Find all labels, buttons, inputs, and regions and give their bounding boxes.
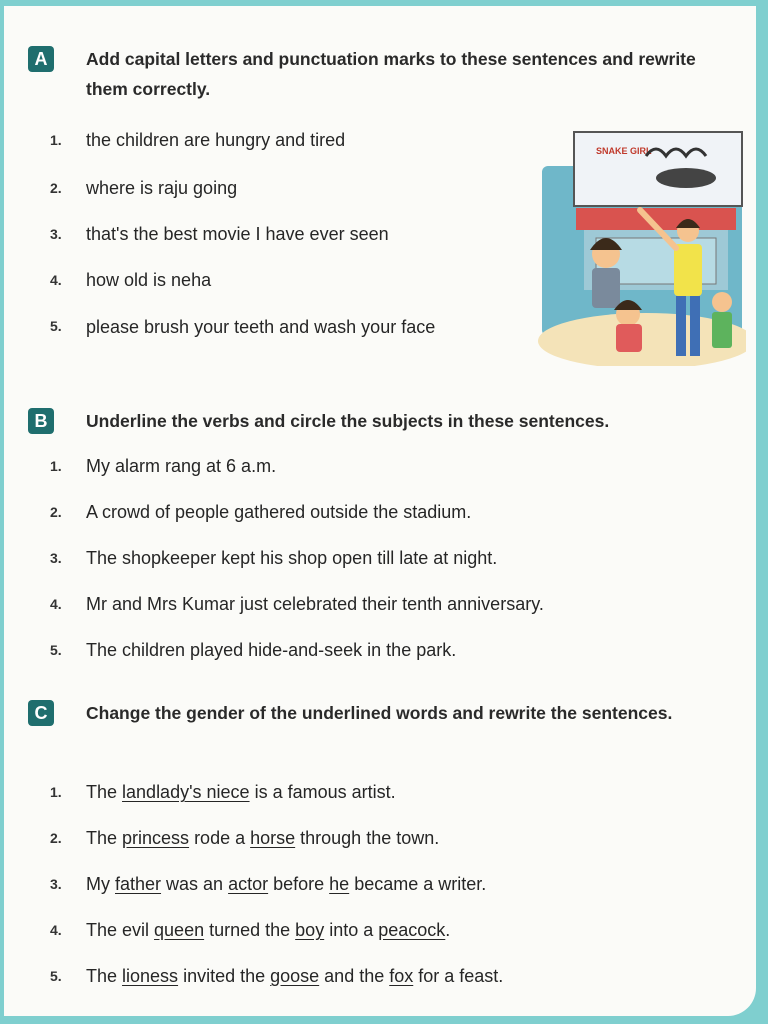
underlined-word: goose [270, 966, 320, 986]
underlined-word: boy [295, 920, 325, 940]
item-text: Mr and Mrs Kumar just celebrated their tenth anniversary. [86, 594, 544, 614]
item-text: My father was an actor before he became a writer. [86, 874, 487, 894]
item-text: The children played hide-and-seek in the park. [86, 640, 457, 660]
underlined-word: landlady's niece [122, 782, 250, 802]
section-b-badge: B [28, 408, 54, 434]
item-number: 5. [50, 968, 62, 984]
underlined-word: fox [389, 966, 414, 986]
underlined-word: horse [250, 828, 296, 848]
underlined-word: queen [154, 920, 205, 940]
item-number: 4. [50, 272, 62, 288]
item-text: how old is neha [86, 270, 212, 290]
underlined-word: father [115, 874, 162, 894]
underlined-word: he [329, 874, 350, 894]
item-text: The lioness invited the goose and the fox for a feast. [86, 966, 504, 986]
underlined-word: lioness [122, 966, 179, 986]
underlined-word: actor [228, 874, 269, 894]
item-text: where is raju going [86, 178, 238, 198]
item-number: 5. [50, 318, 62, 334]
underlined-word: princess [122, 828, 190, 848]
worksheet-page [4, 6, 756, 1016]
section-b-instruction: Underline the verbs and circle the subjects in these sentences. [86, 411, 610, 431]
item-number: 1. [50, 458, 62, 474]
item-number: 1. [50, 784, 62, 800]
item-number: 4. [50, 922, 62, 938]
item-text: the children are hungry and tired [86, 130, 346, 150]
item-number: 5. [50, 642, 62, 658]
item-text: The shopkeeper kept his shop open till late at night. [86, 548, 498, 568]
item-text: My alarm rang at 6 a.m. [86, 456, 277, 476]
item-text: The princess rode a horse through the town. [86, 828, 440, 848]
item-text: The landlady's niece is a famous artist. [86, 782, 396, 802]
poster-text: SNAKE GIRL [596, 146, 652, 156]
item-number: 2. [50, 180, 62, 196]
item-number: 3. [50, 550, 62, 566]
item-text: that's the best movie I have ever seen [86, 224, 389, 244]
item-number: 2. [50, 830, 62, 846]
item-text: please brush your teeth and wash your face [86, 317, 436, 337]
section-a-badge: A [28, 46, 54, 72]
section-c-instruction: Change the gender of the underlined words and rewrite the sentences. [86, 703, 673, 723]
item-text: The evil queen turned the boy into a peacock. [86, 920, 451, 940]
item-number: 4. [50, 596, 62, 612]
item-number: 3. [50, 226, 62, 242]
item-number: 2. [50, 504, 62, 520]
item-number: 1. [50, 132, 62, 148]
underlined-word: peacock [378, 920, 446, 940]
item-number: 3. [50, 876, 62, 892]
section-c-badge: C [28, 700, 54, 726]
section-a-instruction: Add capital letters and punctuation marks to these sentences and rewrite them correctly. [86, 49, 696, 99]
movie-theatre-illustration [536, 126, 746, 366]
item-text: A crowd of people gathered outside the stadium. [86, 502, 472, 522]
